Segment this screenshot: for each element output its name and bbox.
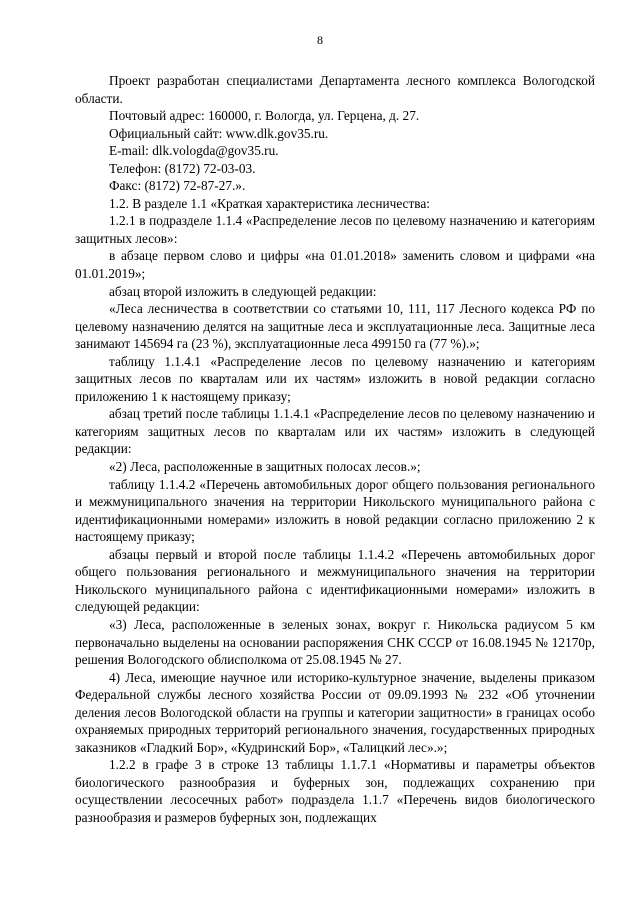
paragraph-first-second-abzac: абзацы первый и второй после таблицы 1.1.4.2 «Перечень автомобильных дорог общего пользования регионального и межмуниципального значения на территории Никольского муниципального района с идентификационными номерами» изложить в следующей редакции: (75, 546, 595, 615)
paragraph-scientific-forests: 4) Леса, имеющие научное или историко-культурное значение, выделены приказом Федеральной службы лесного хозяйства России от 09.09.1993 № 232 «Об уточнении деления лесов Вологодской области на группы и категории защитности» в границах особо охраняемых природных территорий регионального значения, государственных природных заказников «Гладкий Бор», «Кудринский Бор», «Талицкий лес».»; (75, 669, 595, 755)
paragraph-project-developer: Проект разработан специалистами Департамента лесного комплекса Вологодской области. (75, 73, 595, 106)
document-body (75, 72, 595, 827)
paragraph-phone: Телефон: (8172) 72-03-03. (109, 160, 256, 176)
paragraph-second-abzac: абзац второй изложить в следующей редакции: (109, 283, 377, 299)
page-number: 8 (317, 33, 323, 47)
paragraph-postal-address: Почтовый адрес: 160000, г. Вологда, ул. Герцена, д. 27. (109, 108, 420, 124)
paragraph-date-replacement: в абзаце первом слово и цифры «на 01.01.2018» заменить словом и цифрами «на 01.01.2019»; (75, 248, 595, 282)
paragraph-table-1-1-4-2: таблицу 1.1.4.2 «Перечень автомобильных дорог общего пользования регионального и межмуниципального значения на территории Никольского муниципального района с идентификационными номерами» изложить в новой редакции согласно приложению 2 к настоящему приказу; (75, 476, 595, 545)
paragraph-section-1-2-2: 1.2.2 в графе 3 в строке 13 таблицы 1.1.7.1 «Нормативы и параметры объектов биологического разнообразия и буферных зон, подлежащих сохранению при осуществлении лесосечных работ» подраздела 1.1.7 «Перечень видов биологического разнообразия и размеров буферных зон, подлежащих (75, 757, 595, 825)
paragraph-forest-quote: «Леса лесничества в соответствии со статьями 10, 111, 117 Лесного кодекса РФ по целевому назначению делятся на защитные леса и эксплуатационные леса. Защитные леса занимают 145694 га (23 %), эксплуатационные леса 499150 га (77 %).»; (75, 301, 595, 352)
paragraph-table-1-1-4-1: таблицу 1.1.4.1 «Распределение лесов по целевому назначению и категориям защитных лесов по кварталам или их частям» изложить в новой редакции согласно приложению 1 к настоящему приказу; (75, 353, 595, 404)
paragraph-protective-strips: «2) Леса, расположенные в защитных полосах лесов.»; (109, 459, 421, 475)
paragraph-section-1-2: 1.2. В разделе 1.1 «Краткая характеристика лесничества: (109, 195, 430, 211)
paragraph-section-1-2-1: 1.2.1 в подразделе 1.1.4 «Распределение лесов по целевому назначению и категориям защитных лесов»: (75, 213, 595, 246)
paragraph-email: E-mail: dlk.vologda@gov35.ru. (109, 143, 279, 159)
paragraph-green-zones: «3) Леса, расположенные в зеленых зонах, вокруг г. Никольска радиусом 5 км первоначально выделены на основании распоряжения СНК СССР от 16.08.1945 № 12170р, решения Вологодского облисполкома от 25.08.1945 № 27. (75, 616, 595, 668)
paragraph-third-abzac: абзац третий после таблицы 1.1.4.1 «Распределение лесов по целевому назначению и категориям защитных лесов по кварталам или их частям» изложить в следующей редакции: (75, 406, 595, 457)
paragraph-website: Официальный сайт: www.dlk.gov35.ru. (109, 125, 329, 141)
paragraph-fax: Факс: (8172) 72-87-27.». (109, 178, 246, 194)
